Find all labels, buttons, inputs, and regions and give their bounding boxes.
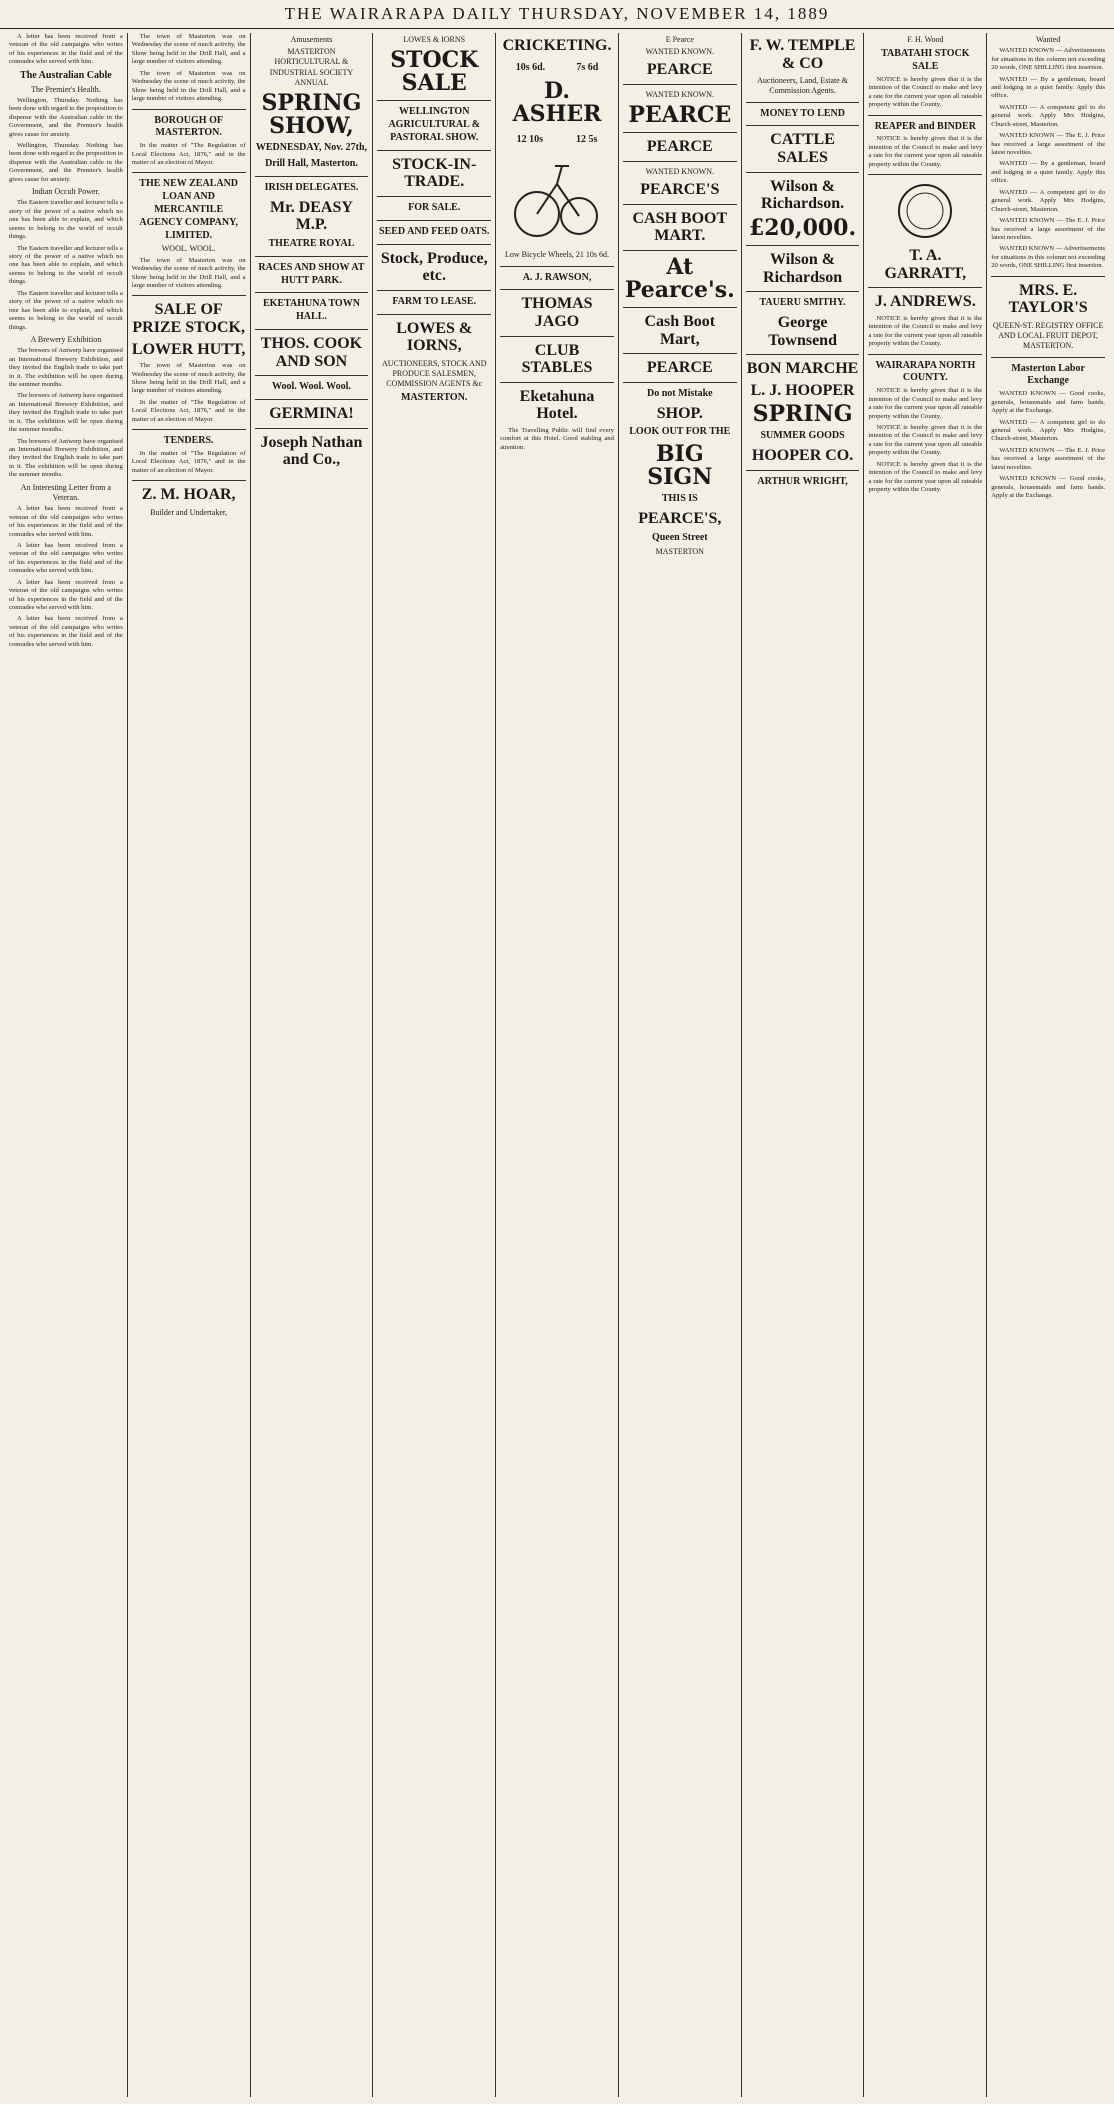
andrews-heading: J. ANDREWS. [874,293,976,311]
brewery-text-2: The brewers of Antwerp have organised an International Brewery Exhibition, and they invited the English trade to take part in it. The exhibition will be open during the summer months. [9,392,123,434]
county-text-3: NOTICE is hereby given that it is the intention of the Council to make and levy a rate for the current year upon all rateable property within the County. [868,460,983,494]
veteran-heading: An Interesting Letter from a Veteran. [20,482,111,502]
wool-heading-3: Wool. Wool. Wool. [272,381,351,393]
summer-goods: SUMMER GOODS [760,430,845,442]
stock-sale-heading: STOCK SALE [390,47,479,97]
george-townsend: George Townsend [768,313,837,349]
shop-heading: SHOP. [656,404,703,422]
premier-text-2: Wellington, Thursday. Nothing has been done with regard to the proposition to dispense with the Australian cable in the Government, and the Premier's health gives cause for anxiety. [9,141,123,183]
look-out: LOOK OUT FOR THE [629,426,731,438]
andrews-text: NOTICE is hereby given that it is the intention of the Council to make and levy a rate for the current year upon all rateable property within the County. [868,314,983,348]
show-text-2: The town of Masterton was on Wednesday the scene of much activity, the Show being held in the Drill Hall, and a large number of visitors attending. [131,69,246,103]
seal-icon [895,181,955,241]
column-3 [251,33,374,2097]
wanted-known-2: WANTED KNOWN. [645,90,715,100]
column-4 [373,33,496,2097]
column-9 [987,33,1109,2097]
lowes-sub: AUCTIONEERS, STOCK AND PRODUCE SALESMEN, COMMISSION AGENTS &c [381,358,487,389]
farm-lease-heading: FARM TO LEASE. [392,295,477,307]
cable-heading: The Australian Cable [20,69,112,81]
pearces-2: PEARCE'S, [638,510,722,528]
bicycle-caption: Low Bicycle Wheels, 21 10s 6d. [504,250,610,260]
brewery-text-3: The brewers of Antwerp have organised an International Brewery Exhibition, and they invited the English trade to take part in it. The exhibition will be open during the summer months. [9,437,123,479]
for-sale-heading: FOR SALE. [408,202,461,213]
borough-heading: BOROUGH OF MASTERTON. [154,114,223,139]
spring-show-heading: SPRING SHOW, [261,90,362,140]
price-row [500,59,614,77]
irish-delegates: IRISH DELEGATES. [264,181,359,193]
hooper-heading: L. J. HOOPER [750,381,855,399]
cash-boot-mart-2: Cash Boot Mart, [644,313,716,348]
veteran-text: A letter has been received from a veteran of the old campaigns who writes of his experiences in the field and of the comrades who served with him. [9,505,123,538]
column-7 [742,33,865,2097]
arthur-wright: ARTHUR WRIGHT, [757,475,848,487]
club-stables-heading: CLUB STABLES [521,341,593,377]
masterton-foot-6: MASTERTON [655,546,704,556]
company-heading: THE NEW ZEALAND LOAN AND MERCANTILE AGENCY COMPANY, LIMITED. [139,178,239,241]
hoar-heading: Z. M. HOAR, [141,486,236,504]
germina-heading: GERMINA! [269,404,354,422]
occult-text-2: The Eastern traveller and lecturer tells a story of the power of a native which no one has been able to explain, and which seems to belong to the world of occult things. [9,244,123,286]
hotel-text: The Travelling Public will find every comfort at this Hotel. Good stabling and attention. [500,426,614,451]
cricketing-heading: CRICKETING. [502,37,612,54]
tauer-smithy: TAUERU SMITHY. [759,297,846,309]
at-pearces: At Pearce's. [624,254,735,304]
pearce-3: PEARCE [646,138,713,156]
nathan-heading: Joseph Nathan and Co., [260,433,363,469]
town-hall-heading: EKETAHUNA TOWN HALL. [262,298,360,323]
wanted-heading: Wanted [1036,35,1061,44]
column-6 [619,33,742,2097]
pearce-4: PEARCE [646,359,713,377]
races-heading: RACES AND SHOW AT HUTT PARK. [258,261,365,286]
bon-marche: BON MARCHE [746,360,859,378]
wanted-known-1: WANTED KNOWN. [645,47,715,57]
society-heading: MASTERTON HORTICULTURAL & INDUSTRIAL SOCIETY ANNUAL [269,47,354,87]
brewery-heading: A Brewery Exhibition [30,334,102,344]
veteran-text-2: A letter has been received from a veteran of the old campaigns who writes of his experiences in the field and of the comrades who served with him. [9,541,123,575]
hotel-heading: Eketahuna Hotel. [519,387,595,423]
wood-heading: F. H. Wood [907,35,944,44]
lowes-iorns-heading: LOWES & IORNS, [396,319,473,355]
veteran-text-3: A letter has been received from a veteran of the old campaigns who writes of his experiences in the field and of the comrades who served with him. [9,578,123,612]
wilson-richardson: Wilson & Richardson. [761,177,845,213]
wanted-4: WANTED KNOWN — The E. J. Price has received a large assortment of the latest novelties. [991,132,1106,157]
county-text-2: NOTICE is hereby given that it is the intention of the Council to make and levy a rate for the current year upon all rateable property within the County. [868,424,983,457]
cook-heading: THOS. COOK AND SON [260,334,363,370]
big-sign: BIG SIGN [647,441,713,491]
occult-heading: Indian Occult Power. [32,187,100,197]
county-text: NOTICE is hereby given that it is the intention of the Council to make and levy a rate for the current year upon all rateable property within the County. [868,387,983,420]
veteran-text-4: A letter has been received from a veteran of the old campaigns who writes of his experiences in the field and of the comrades who served with him. [9,615,123,648]
twenty-thousand: £20,000. [748,214,857,241]
bicycle-illustration [500,154,614,244]
borough-text: In the matter of "The Regulation of Local Elections Act, 1876," and in the matter of an election of Mayor. [131,142,246,166]
garratt-heading: T. A. GARRATT, [884,247,967,282]
tenders-heading: TENDERS. [163,435,214,447]
occult-text-3: The Eastern traveller and lecturer tells a story of the power of a native which no one has been able to explain, and which seems to belong to the world of occult things. [9,289,123,331]
drill-hall: Drill Hall, Masterton. [265,158,358,170]
wood-text: NOTICE is hereby given that it is the intention of the Council to make and levy a rate for the current year upon all rateable property within the County. [868,75,983,109]
masthead: THE WAIRARAPA DAILY THURSDAY, NOVEMBER 14, 1889 [0,0,1114,29]
wanted-8: WANTED KNOWN — Advertisements for situations in this column not exceeding 20 words, ONE SHILLING first insertion. [991,245,1106,270]
exchange-1: WANTED KNOWN — Good cooks, generals, housemaids and farm hands. Apply at the Exchange. [991,390,1106,415]
price-row-2 [500,131,614,149]
wanted-2: WANTED — By a gentleman, board and lodging in a quiet family. Apply this office. [991,75,1106,100]
temple-heading: F. W. TEMPLE & CO [749,37,856,72]
masterton-foot: MASTERTON. [401,392,468,404]
taylor-sub: QUEEN-ST. REGISTRY OFFICE AND LOCAL FRUIT DEPOT, MASTERTON. [992,320,1104,351]
rawson-heading: A. J. RAWSON, [522,271,592,283]
occult-text: The Eastern traveller and lecturer tells a story of the power of a native which no one has been able to explain, and which seems to belong to the world of occult things. [9,199,123,241]
cash-boot-mart: CASH BOOT MART. [632,209,728,245]
lowes-heading: LOWES & IORNS [403,35,466,44]
theatre-royal: THEATRE ROYAL [268,237,355,249]
tabaz-heading: TABATAHI STOCK SALE [881,48,970,73]
jago-heading: THOMAS JAGO [521,295,593,330]
cattle-sales: CATTLE SALES [770,131,835,167]
exchange-3: WANTED KNOWN — The E. J. Price has received a large assortment of the latest novelties. [991,446,1106,471]
temple-sub: Auctioneers, Land, Estate & Commission Agents. [757,76,848,96]
prize-text: The town of Masterton was on Wednesday the scene of much activity, the Show being held in the Drill Hall, and a large number of visitors attending. [131,362,246,395]
intro-paragraph: A letter has been received from a veteran of the old campaigns who writes of his experiences in the field and of the comrades who served with him. [9,33,123,66]
wanted-known-3: WANTED KNOWN. [645,166,715,176]
produce-heading: Stock, Produce, etc. [380,249,488,285]
price-2: 7s 6d [576,61,599,73]
pearce-top: E Pearce [665,35,694,44]
seed-oats-heading: SEED AND FEED OATS. [379,225,490,237]
money-to-lend: MONEY TO LEND [760,107,845,119]
amusements-heading: Amusements [290,35,333,44]
labor-exchange: Masterton Labor Exchange [1011,362,1085,387]
wanted-3: WANTED — A competent girl to do general work. Apply Mrs Hodgins, Church-street, Masterton. [991,103,1106,128]
seal-illustration [868,181,982,241]
wanted-5: WANTED — By a gentleman, board and lodging in a quiet family. Apply this office. [991,160,1106,185]
wool-heading: WOOL. WOOL. [161,244,216,254]
lower-hutt-heading: LOWER HUTT, [131,340,246,358]
column-8 [864,33,987,2097]
price-4: 12 5s [576,133,598,145]
wool-text: The town of Masterton was on Wednesday the scene of much activity, the Show being held in the Drill Hall, and a large number of visitors attending. [131,256,246,289]
bicycle-icon [507,154,607,244]
this-is: THIS IS [661,493,698,505]
show-text: The town of Masterton was on Wednesday the scene of much activity, the Show being held in the Drill Hall, and a large number of visitors attending. [131,33,246,66]
reaper-text: NOTICE is hereby given that it is the intention of the Council to make and levy a rate for the current year upon all rateable property within the County. [868,135,983,168]
exchange-2: WANTED — A competent girl to do general work. Apply Mrs Hodgins, Church-street, Masterton. [991,418,1106,443]
pearce-1: PEARCE [646,61,713,79]
columns [0,29,1114,2097]
hooper-co: HOOPER CO. [751,447,854,465]
taylor-heading: MRS. E. TAYLOR'S [1008,281,1088,317]
column-1 [5,33,128,2097]
column-5 [496,33,619,2097]
wanted-1: WANTED KNOWN — Advertisements for situations in this column not exceeding 20 words, ONE SHILLING first insertion. [991,47,1106,72]
reaper-binder: REAPER and BINDER [874,120,976,132]
wilson-richardson-2: Wilson & Richardson [763,250,843,286]
premier-heading: The Premier's Health. [31,84,101,94]
prize-stock-heading: SALE OF PRIZE STOCK, [132,301,245,336]
show-date: WEDNESDAY, Nov. 27th, [255,142,368,154]
spring-heading: SPRING [752,401,853,428]
agricultural-show: WELLINGTON AGRICULTURAL & PASTORAL SHOW. [388,106,481,144]
exchange-4: WANTED KNOWN — Good cooks, generals, housemaids and farm hands. Apply at the Exchange. [991,475,1106,500]
wanted-7: WANTED KNOWN — The E. J. Price has received a large assortment of the latest novelties. [991,217,1106,241]
deasy-heading: Mr. DEASY M.P. [269,198,353,234]
prize-text-2: In the matter of "The Regulation of Local Elections Act, 1876," and in the matter of an election of Mayor. [131,398,246,423]
brewery-text: The brewers of Antwerp have organised an International Brewery Exhibition, and they invited the English trade to take part in it. The exhibition will be open during the summer months. [9,347,123,388]
tenders-text: In the matter of "The Regulation of Local Elections Act, 1876," and in the matter of an election of Mayor. [131,450,246,474]
wanted-6: WANTED — A competent girl to do general work. Apply Mrs Hodgins, Church-street, Masterton. [991,188,1106,213]
queen-street: Queen Street [651,531,708,543]
hoar-sub: Builder and Undertaker, [150,507,228,517]
column-2 [128,33,251,2097]
price-3: 12 10s [516,133,544,145]
pearces-1: PEARCE'S [640,181,720,199]
premier-text: Wellington, Thursday. Nothing has been done with regard to the proposition to dispense with the Australian cable in the Government, and the Premier's health gives cause for anxiety. [9,96,123,138]
do-not-mistake: Do not Mistake [647,387,713,399]
price-1: 10s 6d. [515,61,546,73]
county-notice: WAIRARAPA NORTH COUNTY. [875,359,976,384]
stock-in-trade: STOCK-IN-TRADE. [392,155,477,191]
pearce-2: PEARCE [628,102,732,129]
asher-heading: D. ASHER [512,78,602,128]
